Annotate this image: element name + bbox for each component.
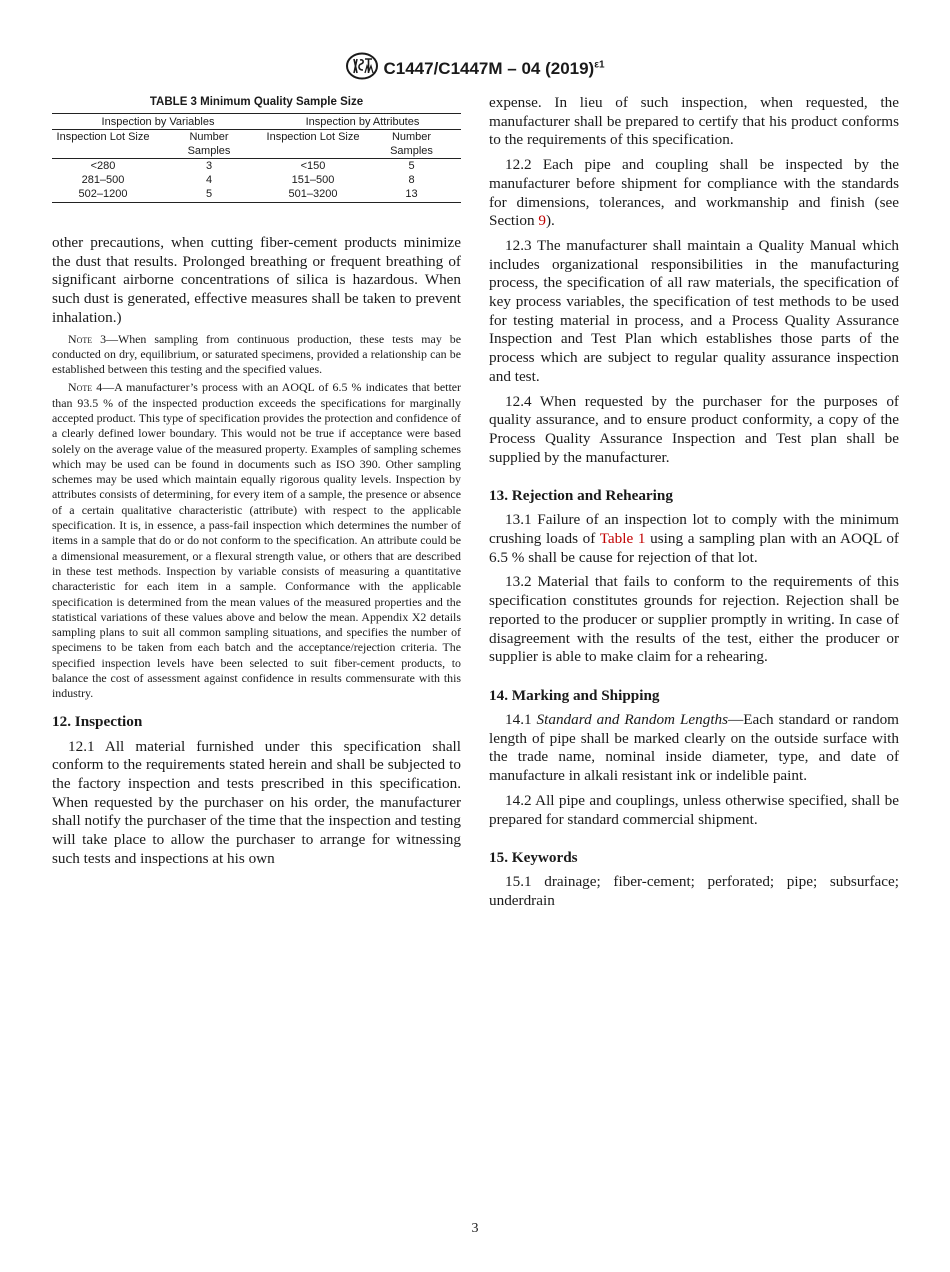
table-cell: 501–3200 bbox=[288, 188, 338, 200]
table-cell: 13 bbox=[405, 188, 418, 200]
table-1-link[interactable]: Table 1 bbox=[599, 530, 646, 548]
paragraph-14-1 bbox=[489, 711, 899, 786]
paragraph-precautions-continued: other precautions, when cutting fiber-cement products minimize the dust that results. Prolonged breathing or frequent breathing of significant airborne concentrations of silica is hazardous. When such dust is generated, effective measures shall be taken to prevent inhalation.) bbox=[52, 234, 461, 326]
note-4-label: Note 4 bbox=[68, 380, 103, 395]
table-row bbox=[52, 173, 461, 187]
astm-logo-icon bbox=[345, 52, 379, 87]
column-header: Inspection Lot Size bbox=[266, 131, 360, 143]
note-3-label: Note 3 bbox=[68, 331, 107, 346]
page-number: 3 bbox=[471, 1221, 479, 1236]
table-3 bbox=[52, 113, 461, 203]
paragraph-15-1: 15.1 drainage; fiber-cement; perforated; pipe; subsurface; underdrain bbox=[489, 873, 899, 909]
section-13-heading: 13. Rejection and Rehearing bbox=[489, 487, 673, 505]
paragraph-12-4: 12.4 When requested by the purchaser for the purposes of quality assurance, and to ensure product conformity, a copy of the Process Quality Assurance Inspection and Test plan shall be supplied by the manufacturer. bbox=[489, 392, 899, 466]
table-cell: 502–1200 bbox=[78, 188, 128, 200]
right-column bbox=[489, 94, 899, 911]
group-header-variables: Inspection by Variables bbox=[52, 114, 264, 130]
paragraph-14-1-title: Standard and Random Lengths bbox=[536, 710, 729, 728]
paragraph-12-3: 12.3 The manufacturer shall maintain a Quality Manual which includes organizational responsibilities in the manufacturing process, the specification of all raw materials, the specification of key process variables, the specification of test methods to be used for testing material in process, and a Process Quality Assurance Inspection and Test Plan which establishes those parts of the process which are subject to regular quality assurance inspection and test. bbox=[489, 236, 899, 385]
page-header bbox=[0, 52, 950, 87]
paragraph-12-2-end: ). bbox=[545, 212, 555, 230]
paragraph-13-1-text: 13.1 Failure of an inspection lot to comply with the minimum crushing loads of bbox=[489, 511, 899, 548]
left-column bbox=[52, 94, 461, 869]
note-3 bbox=[52, 332, 461, 378]
paragraph-14-1-number: 14.1 bbox=[505, 710, 537, 728]
epsilon-superscript: ε1 bbox=[594, 59, 605, 71]
paragraph-12-1: 12.1 All material furnished under this specification shall conform to the requirements stated herein and shall be subjected to the factory inspection and tests prescribed in this specification. When requested by the purchaser on his order, the manufacturer shall notify the purchaser of the time that the inspection and testing will take place to allow the purchaser to arrange for witnessing such tests and inspections at his own bbox=[52, 737, 461, 867]
table-3-title: TABLE 3 Minimum Quality Sample Size bbox=[149, 96, 364, 108]
paragraph-12-1-continued: expense. In lieu of such inspection, when requested, the manufacturer shall be prepared to certify that his product conforms to the requirements of this specification. bbox=[489, 94, 899, 149]
table-cell: 5 bbox=[205, 188, 213, 200]
designation: C1447/C1447M – 04 (2019) bbox=[383, 58, 595, 78]
column-header: Inspection Lot Size bbox=[56, 131, 150, 143]
column-header: Number Samples bbox=[390, 131, 433, 157]
table-cell: 281–500 bbox=[81, 174, 125, 186]
section-14-heading: 14. Marking and Shipping bbox=[489, 686, 660, 704]
paragraph-12-2-text: 12.2 Each pipe and coupling shall be inspected by the manufacturer before shipment for compliance with the standards for dimensions, tolerances, and workmanship and finish (see Section bbox=[489, 156, 899, 230]
table-row bbox=[52, 159, 461, 174]
note-3-text: —When sampling from continuous production, these tests may be conducted on dry, equilibrium, or saturated specimens, provided a relationship can be established between this testing and the specified values. bbox=[52, 331, 462, 377]
paragraph-14-2: 14.2 All pipe and couplings, unless otherwise specified, shall be prepared for standard commercial shipment. bbox=[489, 791, 899, 828]
table-cell: 5 bbox=[408, 160, 415, 172]
section-15-heading: 15. Keywords bbox=[489, 849, 578, 867]
paragraph-13-2: 13.2 Material that fails to conform to the requirements of this specification constitutes grounds for rejection. Rejection shall be reported to the producer or supplier promptly in writing. In case of disagreement with the results of the test, either the producer or supplier is able to make claim for a rehearing. bbox=[489, 573, 899, 666]
paragraph-12-2 bbox=[489, 156, 899, 231]
table-cell: <280 bbox=[90, 160, 116, 172]
section-9-link[interactable]: 9 bbox=[538, 212, 546, 230]
table-row bbox=[52, 187, 461, 203]
column-header: Number Samples bbox=[187, 131, 231, 157]
paragraph-13-1 bbox=[489, 511, 899, 567]
table-cell: 151–500 bbox=[291, 174, 335, 186]
table-cell: 8 bbox=[408, 174, 415, 186]
group-header-attributes: Inspection by Attributes bbox=[264, 114, 461, 130]
paragraph-13-1-end: using a sampling plan with an AOQL of 6.5 % shall be cause for rejection of that lot. bbox=[489, 530, 899, 566]
table-cell: 3 bbox=[205, 160, 213, 172]
table-cell: 4 bbox=[205, 174, 213, 186]
section-12-heading: 12. Inspection bbox=[52, 712, 143, 730]
paragraph-14-1-text: —Each standard or random length of pipe shall be marked clearly on the outside surface with the trade name, nominal inside diameter, type, and date of manufacture in alkali resistant ink or indelible paint. bbox=[489, 710, 899, 785]
table-cell: <150 bbox=[300, 160, 326, 172]
note-4-text: —A manufacturer’s process with an AOQL of 6.5 % indicates that better than 93.5 % of the inspected production exceeds the specifications for marginally accepted product. This type of specification provides the protection and confidence of a clearly defined lower boundary. This would not be true if acceptance were based solely on the average value of the measured property. Examples of sampling schemes which may be used can be found in documents such as ISO 390. Other sampling schemes may be used which maintain equally rigorous quality levels. Inspection by attributes consists of determining, for every item of a sample, the presence or absence of a certain qualitative characteristic (attribute) with respect to the applicable specification. It is, in essence, a pass-fail inspection which determines the number of items in a sample that do or do not conform to the specification. An attribute could be a dimensional measurement, or a flexural strength value, or others that are described in these test methods. Inspection by variable consists of measuring a quantitative characteristic for each item in a sample. Conformance with the applicable specification is determined from the mean values of the measured properties and the statistical variations of these values above and below the mean. Appendix X2 details sampling plans to suit all common sampling situations, and specifies the number of specimens to be taken from each batch and the acceptance/rejection criteria. The specified inspection levels have been selected to suit fiber-cement products, to balance the cost of assessment against confidence in results commensurate with this industry. bbox=[52, 380, 461, 701]
note-4 bbox=[52, 380, 461, 701]
